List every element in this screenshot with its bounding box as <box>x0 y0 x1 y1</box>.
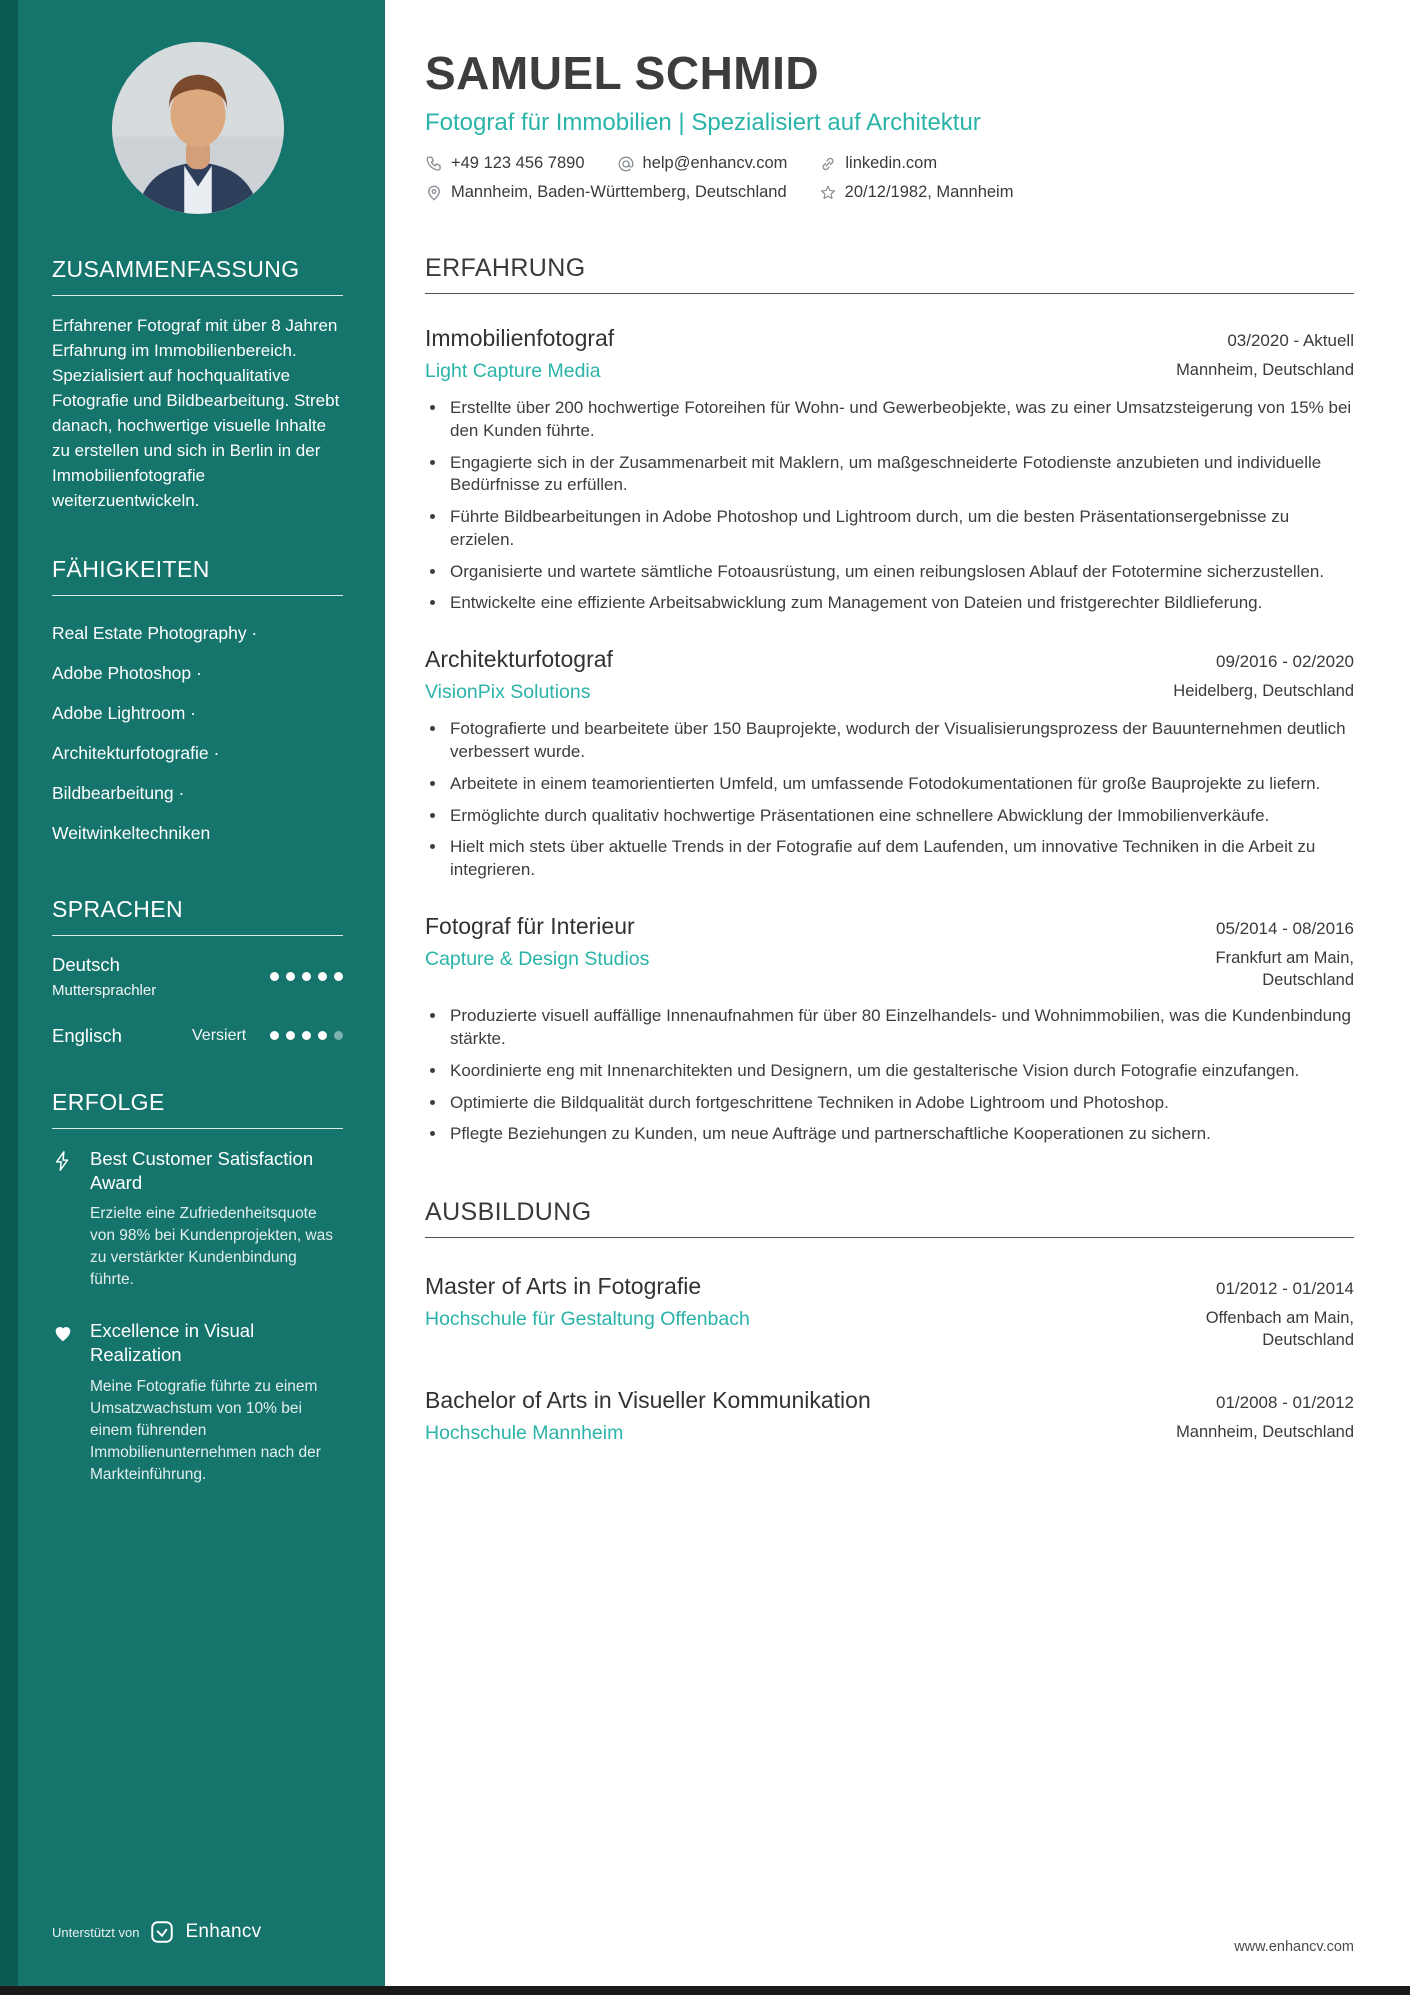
job-date-range: 05/2014 - 08/2016 <box>1215 918 1354 938</box>
job-bullet: • Entwickelte eine effiziente Arbeitsabwicklung zum Management von Dateien und fristgerechter Bildlieferung. <box>447 592 1354 615</box>
job-bullet: • Organisierte und wartete sämtliche Fotoausrüstung, um einen reibungslosen Ablauf der Fototermine sicherzustellen. <box>447 561 1354 584</box>
person-name: SAMUEL SCHMID <box>425 47 820 99</box>
job-bullet: • Führte Bildbearbeitungen in Adobe Photoshop und Lightroom durch, um die besten Präsentationsergebnisse zu erzielen. <box>447 506 1354 552</box>
languages-heading: SPRACHEN <box>52 896 343 936</box>
company-name: Capture & Design Studios <box>425 947 650 970</box>
language-name: Deutsch <box>52 953 120 975</box>
education-date-range: 01/2012 - 01/2014 <box>1215 1279 1354 1299</box>
contact-row <box>425 183 1354 202</box>
summary-heading: ZUSAMMENFASSUNG <box>52 256 343 296</box>
email-address: help@enhancv.com <box>642 154 788 172</box>
education-entry <box>425 1272 1354 1352</box>
job-bullet: • Ermöglichte durch qualitativ hochwertige Präsentationen eine schnellere Abwicklung der Immobilienverkäufe. <box>447 805 1354 828</box>
skill-item: Real Estate Photography · <box>52 622 258 643</box>
location-pin-icon <box>425 184 443 202</box>
language-name: Englisch <box>52 1024 122 1046</box>
language-info <box>52 1025 270 1047</box>
job-location: Frankfurt am Main, Deutschland <box>1215 948 1354 989</box>
language-row <box>52 954 343 999</box>
person-headline: Fotograf für Immobilien | Spezialisiert auf Architektur <box>425 109 981 136</box>
skill-item: Bildbearbeitung · <box>52 782 185 803</box>
language-row <box>52 1025 343 1047</box>
company-name: Light Capture Media <box>425 360 601 383</box>
job-bullet: • Fotografierte und bearbeitete über 150 Bauprojekte, wodurch der Visualisierungsprozess der Bauunternehmen deutlich verbessert wurde. <box>447 718 1354 764</box>
avatar-illustration <box>112 42 284 214</box>
job-bullet: • Koordinierte eng mit Innenarchitekten und Designern, um die gestalterische Vision durch Fotografie einzufangen. <box>447 1060 1354 1083</box>
company-name: VisionPix Solutions <box>425 681 591 704</box>
skill-item: Weitwinkeltechniken <box>52 822 211 843</box>
phone-number: +49 123 456 7890 <box>451 154 585 172</box>
email-contact[interactable] <box>617 154 788 173</box>
job-title: Fotograf für Interieur <box>425 912 635 939</box>
skills-heading: FÄHIGKEITEN <box>52 556 343 596</box>
enhancv-brand-name: Enhancv <box>185 1921 262 1942</box>
language-info <box>52 954 270 999</box>
location-text: Mannheim, Baden-Württemberg, Deutschland <box>451 183 787 201</box>
skill-item: Architekturfotografie · <box>52 742 220 763</box>
education-location: Offenbach am Main, Deutschland <box>1205 1309 1354 1350</box>
job-title: Architekturfotograf <box>425 646 613 673</box>
skill-item: Adobe Lightroom · <box>52 702 196 723</box>
education-location: Mannheim, Deutschland <box>1176 1422 1354 1441</box>
job-bullet: • Produzierte visuell auffällige Innenaufnahmen für über 80 Einzelhandels- und Wohnimmobilien, was die Kundenbindung stärkte. <box>447 1005 1354 1051</box>
sidebar <box>0 0 385 1995</box>
page-bottom-edge <box>0 1986 1410 1995</box>
email-icon <box>617 155 635 173</box>
main-content <box>385 0 1410 1995</box>
school-name: Hochschule für Gestaltung Offenbach <box>425 1308 750 1331</box>
job-date-range: 09/2016 - 02/2020 <box>1215 652 1354 672</box>
job-bullet-list <box>425 718 1354 882</box>
experience-entry <box>425 645 1354 882</box>
birthdate-text: 20/12/1982, Mannheim <box>844 183 1014 201</box>
job-bullet-list <box>425 1005 1354 1146</box>
achievement-text: Erzielte eine Zufriedenheitsquote von 98% bei Kundenprojekten, was zu verstärkter Kundenbindung führte. <box>90 1205 333 1289</box>
degree-title: Master of Arts in Fotografie <box>425 1273 702 1300</box>
job-bullet: • Erstellte über 200 hochwertige Fotoreihen für Wohn- und Gewerbeobjekte, was zu einer Umsatzsteigerung von 15% bei den Kunden führte. <box>447 397 1354 443</box>
job-bullet: • Hielt mich stets über aktuelle Trends in der Fotografie auf dem Laufenden, um innovative Techniken in die Arbeit zu integrieren. <box>447 836 1354 882</box>
school-name: Hochschule Mannheim <box>425 1421 624 1444</box>
summary-text: Erfahrener Fotograf mit über 8 Jahren Erfahrung im Immobilienbereich. Spezialisiert auf hochqualitative Fotografie und Bildbearbeitung. Strebt danach, hochwertige visuelle Inhalte zu erstellen und sich in Berlin in der Immobilienfotografie weiterzuentwickeln. <box>52 316 340 510</box>
job-bullet: • Engagierte sich in der Zusammenarbeit mit Maklern, um maßgeschneiderte Fotodienste anzubieten und individuelle Bedürfnisse zu erfüllen. <box>447 452 1354 498</box>
languages-section <box>52 896 343 1047</box>
experience-heading: ERFAHRUNG <box>425 254 1354 294</box>
achievement-body <box>90 1319 343 1485</box>
enhancv-logo-icon <box>149 1919 175 1945</box>
job-bullet-list <box>425 397 1354 615</box>
skills-section <box>52 556 343 854</box>
language-proficiency-dots <box>270 1031 343 1040</box>
job-bullet: • Pflegte Beziehungen zu Kunden, um neue Aufträge und partnerschaftliche Kooperationen zu sichern. <box>447 1123 1354 1146</box>
website-link[interactable]: www.enhancv.com <box>1234 1939 1354 1955</box>
job-bullet: • Optimierte die Bildqualität durch fortgeschrittene Techniken in Adobe Lightroom und Photoshop. <box>447 1092 1354 1115</box>
phone-icon <box>425 155 443 173</box>
achievement-body <box>90 1147 343 1291</box>
avatar <box>112 42 284 214</box>
education-heading: AUSBILDUNG <box>425 1198 1354 1238</box>
experience-entry <box>425 912 1354 1146</box>
lightning-icon <box>52 1147 76 1291</box>
job-bullet: • Arbeitete in einem teamorientierten Umfeld, um umfassende Fotodokumentationen für große Bauprojekte zu liefern. <box>447 773 1354 796</box>
achievements-heading: ERFOLGE <box>52 1089 343 1129</box>
powered-by-footer <box>52 1919 261 1945</box>
experience-entry <box>425 324 1354 615</box>
phone-contact <box>425 154 585 173</box>
language-level: Muttersprachler <box>52 981 157 999</box>
link-text: linkedin.com <box>845 154 938 172</box>
link-contact[interactable] <box>819 154 937 173</box>
achievements-section <box>52 1089 343 1486</box>
summary-section <box>52 256 343 514</box>
education-entry <box>425 1386 1354 1445</box>
achievement-title: Excellence in Visual Realization <box>90 1320 255 1365</box>
heart-icon <box>52 1319 76 1485</box>
job-location: Mannheim, Deutschland <box>1176 361 1354 380</box>
skill-item: Adobe Photoshop · <box>52 662 202 683</box>
achievement-item <box>52 1319 343 1485</box>
powered-by-label: Unterstützt von <box>52 1924 140 1940</box>
achievement-item <box>52 1147 343 1291</box>
location-contact <box>425 183 787 202</box>
job-location: Heidelberg, Deutschland <box>1173 682 1354 701</box>
birthdate-contact <box>819 183 1014 202</box>
contact-row <box>425 154 1354 173</box>
link-icon <box>819 155 837 173</box>
job-date-range: 03/2020 - Aktuell <box>1227 331 1354 350</box>
achievement-title: Best Customer Satisfaction Award <box>90 1147 314 1193</box>
job-title: Immobilienfotograf <box>425 325 615 351</box>
language-proficiency-dots <box>270 972 343 981</box>
degree-title: Bachelor of Arts in Visueller Kommunikation <box>425 1386 871 1413</box>
star-icon <box>819 184 837 202</box>
language-level: Versiert <box>192 1026 247 1044</box>
achievement-text: Meine Fotografie führte zu einem Umsatzwachstum von 10% bei einem führenden Immobilienunternehmen nach der Markteinführung. <box>90 1377 321 1483</box>
education-date-range: 01/2008 - 01/2012 <box>1215 1392 1354 1412</box>
